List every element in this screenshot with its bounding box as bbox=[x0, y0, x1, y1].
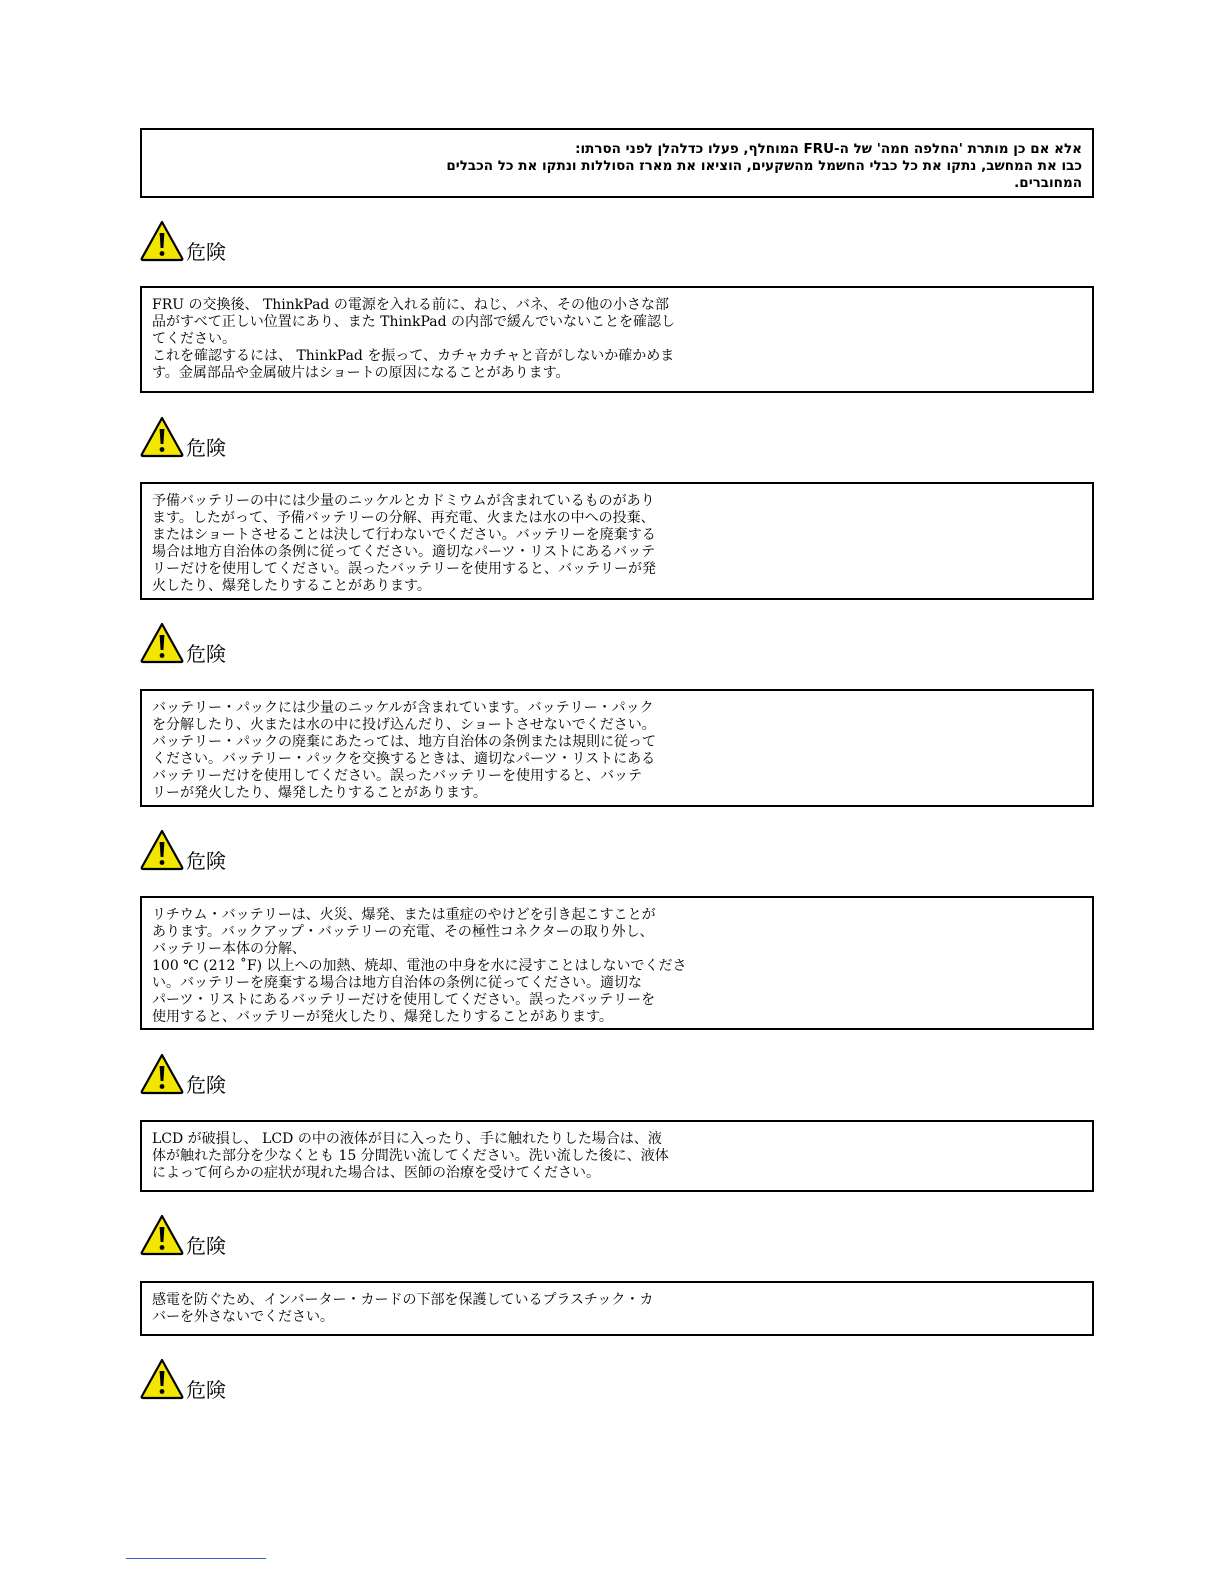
danger-message-box bbox=[140, 689, 1094, 807]
warning-triangle-icon bbox=[140, 622, 184, 664]
danger-label: 危険 bbox=[186, 849, 226, 873]
message-line: によって何らかの症状が現れた場合は、医師の治療を受けてください。 bbox=[152, 1165, 600, 1181]
danger-label: 危険 bbox=[186, 1378, 226, 1402]
danger-heading bbox=[140, 416, 226, 458]
warning-triangle-icon bbox=[140, 829, 184, 871]
danger-label: 危険 bbox=[186, 642, 226, 666]
footer-link-underline[interactable] bbox=[126, 1558, 266, 1559]
message-line: 使用すると、バッテリーが発火したり、爆発したりすることがあります。 bbox=[152, 1009, 613, 1025]
message-line: またはショートさせることは決して行わないでください。バッテリーを廃棄する bbox=[152, 527, 656, 543]
message-line: リーが発火したり、爆発したりすることがあります。 bbox=[152, 785, 487, 801]
message-line: FRU の交換後、 ThinkPad の電源を入れる前に、ねじ、バネ、その他の小さな部 bbox=[152, 297, 669, 313]
message-line: リーだけを使用してください。誤ったバッテリーを使用すると、バッテリーが発 bbox=[152, 561, 656, 577]
message-line: パーツ・リストにあるバッテリーだけを使用してください。誤ったバッテリーを bbox=[152, 992, 656, 1008]
message-line: 感電を防ぐため、インバーター・カードの下部を保護しているプラスチック・カ bbox=[152, 1292, 654, 1308]
warning-triangle-icon bbox=[140, 1358, 184, 1400]
warning-triangle-icon bbox=[140, 416, 184, 458]
danger-heading bbox=[140, 1358, 226, 1400]
message-line: 火したり、爆発したりすることがあります。 bbox=[152, 578, 431, 594]
message-line: 予備バッテリーの中には少量のニッケルとカドミウムが含まれているものがあり bbox=[152, 493, 655, 509]
message-line: す。金属部品や金属破片はショートの原因になることがあります。 bbox=[152, 365, 570, 381]
danger-message-box bbox=[140, 1281, 1094, 1336]
message-line: てください。 bbox=[152, 331, 236, 347]
message-line: 品がすべて正しい位置にあり、また ThinkPad の内部で緩んでいないことを確認し bbox=[152, 314, 676, 330]
danger-label: 危険 bbox=[186, 436, 226, 460]
message-line: 場合は地方自治体の条例に従ってください。適切なパーツ・リストにあるバッテ bbox=[152, 544, 656, 560]
danger-label: 危険 bbox=[186, 1073, 226, 1097]
message-line: ください。バッテリー・パックを交換するときは、適切なパーツ・リストにある bbox=[152, 751, 656, 767]
danger-heading bbox=[140, 622, 226, 664]
message-line: 体が触れた部分を少なくとも 15 分間洗い流してください。洗い流した後に、液体 bbox=[152, 1148, 669, 1164]
warning-triangle-icon bbox=[140, 1214, 184, 1256]
danger-message-box bbox=[140, 1120, 1094, 1192]
message-line: を分解したり、火または水の中に投げ込んだり、ショートさせないでください。 bbox=[152, 717, 656, 733]
message-line: リチウム・バッテリーは、火災、爆発、または重症のやけどを引き起こすことが bbox=[152, 907, 656, 923]
message-line: バッテリー本体の分解、 bbox=[152, 941, 306, 957]
message-line: バッテリーだけを使用してください。誤ったバッテリーを使用すると、バッテ bbox=[152, 768, 642, 784]
message-line: ます。したがって、予備バッテリーの分解、再充電、火または水の中への投棄、 bbox=[152, 510, 655, 526]
notice-line: המחוברים. bbox=[1014, 175, 1082, 191]
message-line: 100 ℃ (212 ˚F) 以上への加熱、焼却、電池の中身を水に浸すことはしないでくださ bbox=[152, 958, 687, 974]
danger-message-box bbox=[140, 286, 1094, 393]
danger-message-box bbox=[140, 482, 1094, 600]
notice-line: כבו את המחשב, נתקו את כל כבלי החשמל מהשקעים, הוציאו את מארז הסוללות ונתקו את כל הכבלים bbox=[446, 158, 1082, 174]
danger-heading bbox=[140, 829, 226, 871]
danger-label: 危険 bbox=[186, 1234, 226, 1258]
danger-message-box bbox=[140, 896, 1094, 1030]
danger-heading bbox=[140, 220, 226, 262]
message-line: LCD が破損し、 LCD の中の液体が目に入ったり、手に触れたりした場合は、液 bbox=[152, 1131, 662, 1147]
message-line: バッテリー・パックには少量のニッケルが含まれています。バッテリー・パック bbox=[152, 700, 654, 716]
notice-line: אלא אם כן מותרת 'החלפה חמה' של ה-FRU המוחלף, פעלו כדלהלן לפני הסרתו: bbox=[575, 141, 1082, 157]
message-line: バーを外さないでください。 bbox=[152, 1309, 334, 1325]
message-line: これを確認するには、 ThinkPad を振って、カチャカチャと音がしないか確かめま bbox=[152, 348, 675, 364]
danger-heading bbox=[140, 1214, 226, 1256]
warning-triangle-icon bbox=[140, 1053, 184, 1095]
message-line: バッテリー・パックの廃棄にあたっては、地方自治体の条例または規則に従って bbox=[152, 734, 656, 750]
danger-heading bbox=[140, 1053, 226, 1095]
caution-notice-box bbox=[140, 128, 1094, 198]
message-line: い。バッテリーを廃棄する場合は地方自治体の条例に従ってください。適切な bbox=[152, 975, 642, 991]
message-line: あります。バックアップ・バッテリーの充電、その極性コネクターの取り外し、 bbox=[152, 924, 654, 940]
warning-triangle-icon bbox=[140, 220, 184, 262]
danger-label: 危険 bbox=[186, 240, 226, 264]
